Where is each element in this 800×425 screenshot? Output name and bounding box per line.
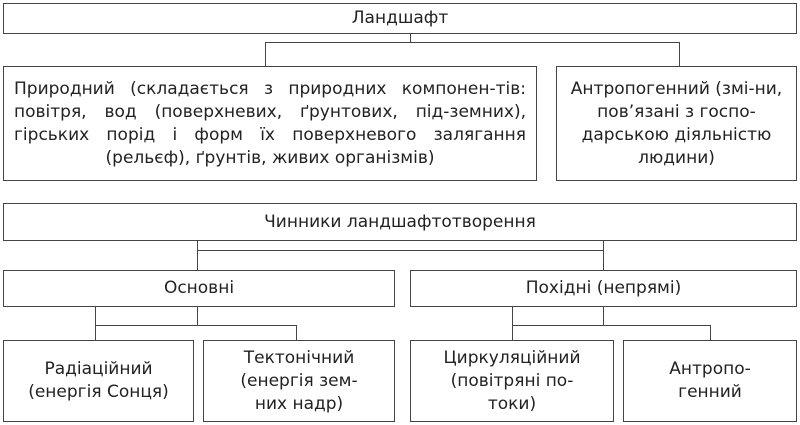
natural-text: Природний (складається з природних компонен-тів: повітря, вод (поверхневих, ґрунтових, під-земних), гірських порід і форм їх поверхневого залягання (рельєф), ґрунтів, живих організмів) <box>14 78 526 168</box>
radiation-connector-line <box>95 306 96 340</box>
anthropo-text: Антропо-генний <box>669 359 751 402</box>
anthropogenic-connector-line <box>679 42 680 66</box>
factors-branch-line <box>197 250 603 251</box>
anthropo-box <box>623 340 797 422</box>
derived-branch-line <box>512 325 710 326</box>
main-stem-line <box>197 306 198 326</box>
natural-box <box>3 66 537 181</box>
landscape-title-box <box>3 3 797 34</box>
radiation-box <box>3 340 194 422</box>
anthropo-connector-line <box>710 325 711 340</box>
anthropogenic-text: Антропогенний (змі-ни, пов’язані з госпо-дарською діяльністю людини) <box>570 78 783 168</box>
circulation-connector-line <box>512 306 513 340</box>
factors-title-box <box>3 203 797 241</box>
circulation-text: Циркуляційний (повітряні по-токи) <box>443 347 581 414</box>
landscape-stem-line <box>410 33 411 43</box>
derived-connector-line <box>603 240 604 270</box>
main-branch-line <box>95 325 296 326</box>
tectonic-connector-line <box>296 325 297 340</box>
main-factors-box <box>3 270 395 307</box>
circulation-box <box>410 340 614 422</box>
natural-connector-line <box>265 42 266 66</box>
anthropogenic-box <box>556 66 797 181</box>
derived-stem-line <box>603 306 604 326</box>
main-factors-label: Основні <box>163 278 235 298</box>
tectonic-box <box>203 340 395 422</box>
radiation-text: Радіаційний (енергія Сонця) <box>28 359 169 402</box>
derived-factors-label: Похідні (непрямі) <box>525 278 682 298</box>
main-connector-line <box>197 240 198 270</box>
derived-factors-box <box>410 270 797 307</box>
landscape-title: Ландшафт <box>351 8 449 28</box>
tectonic-text: Тектонічний (енергія зем-них надр) <box>240 347 358 414</box>
landscape-branch-line <box>265 42 679 43</box>
factors-title: Чинники ландшафтотворення <box>264 211 536 232</box>
